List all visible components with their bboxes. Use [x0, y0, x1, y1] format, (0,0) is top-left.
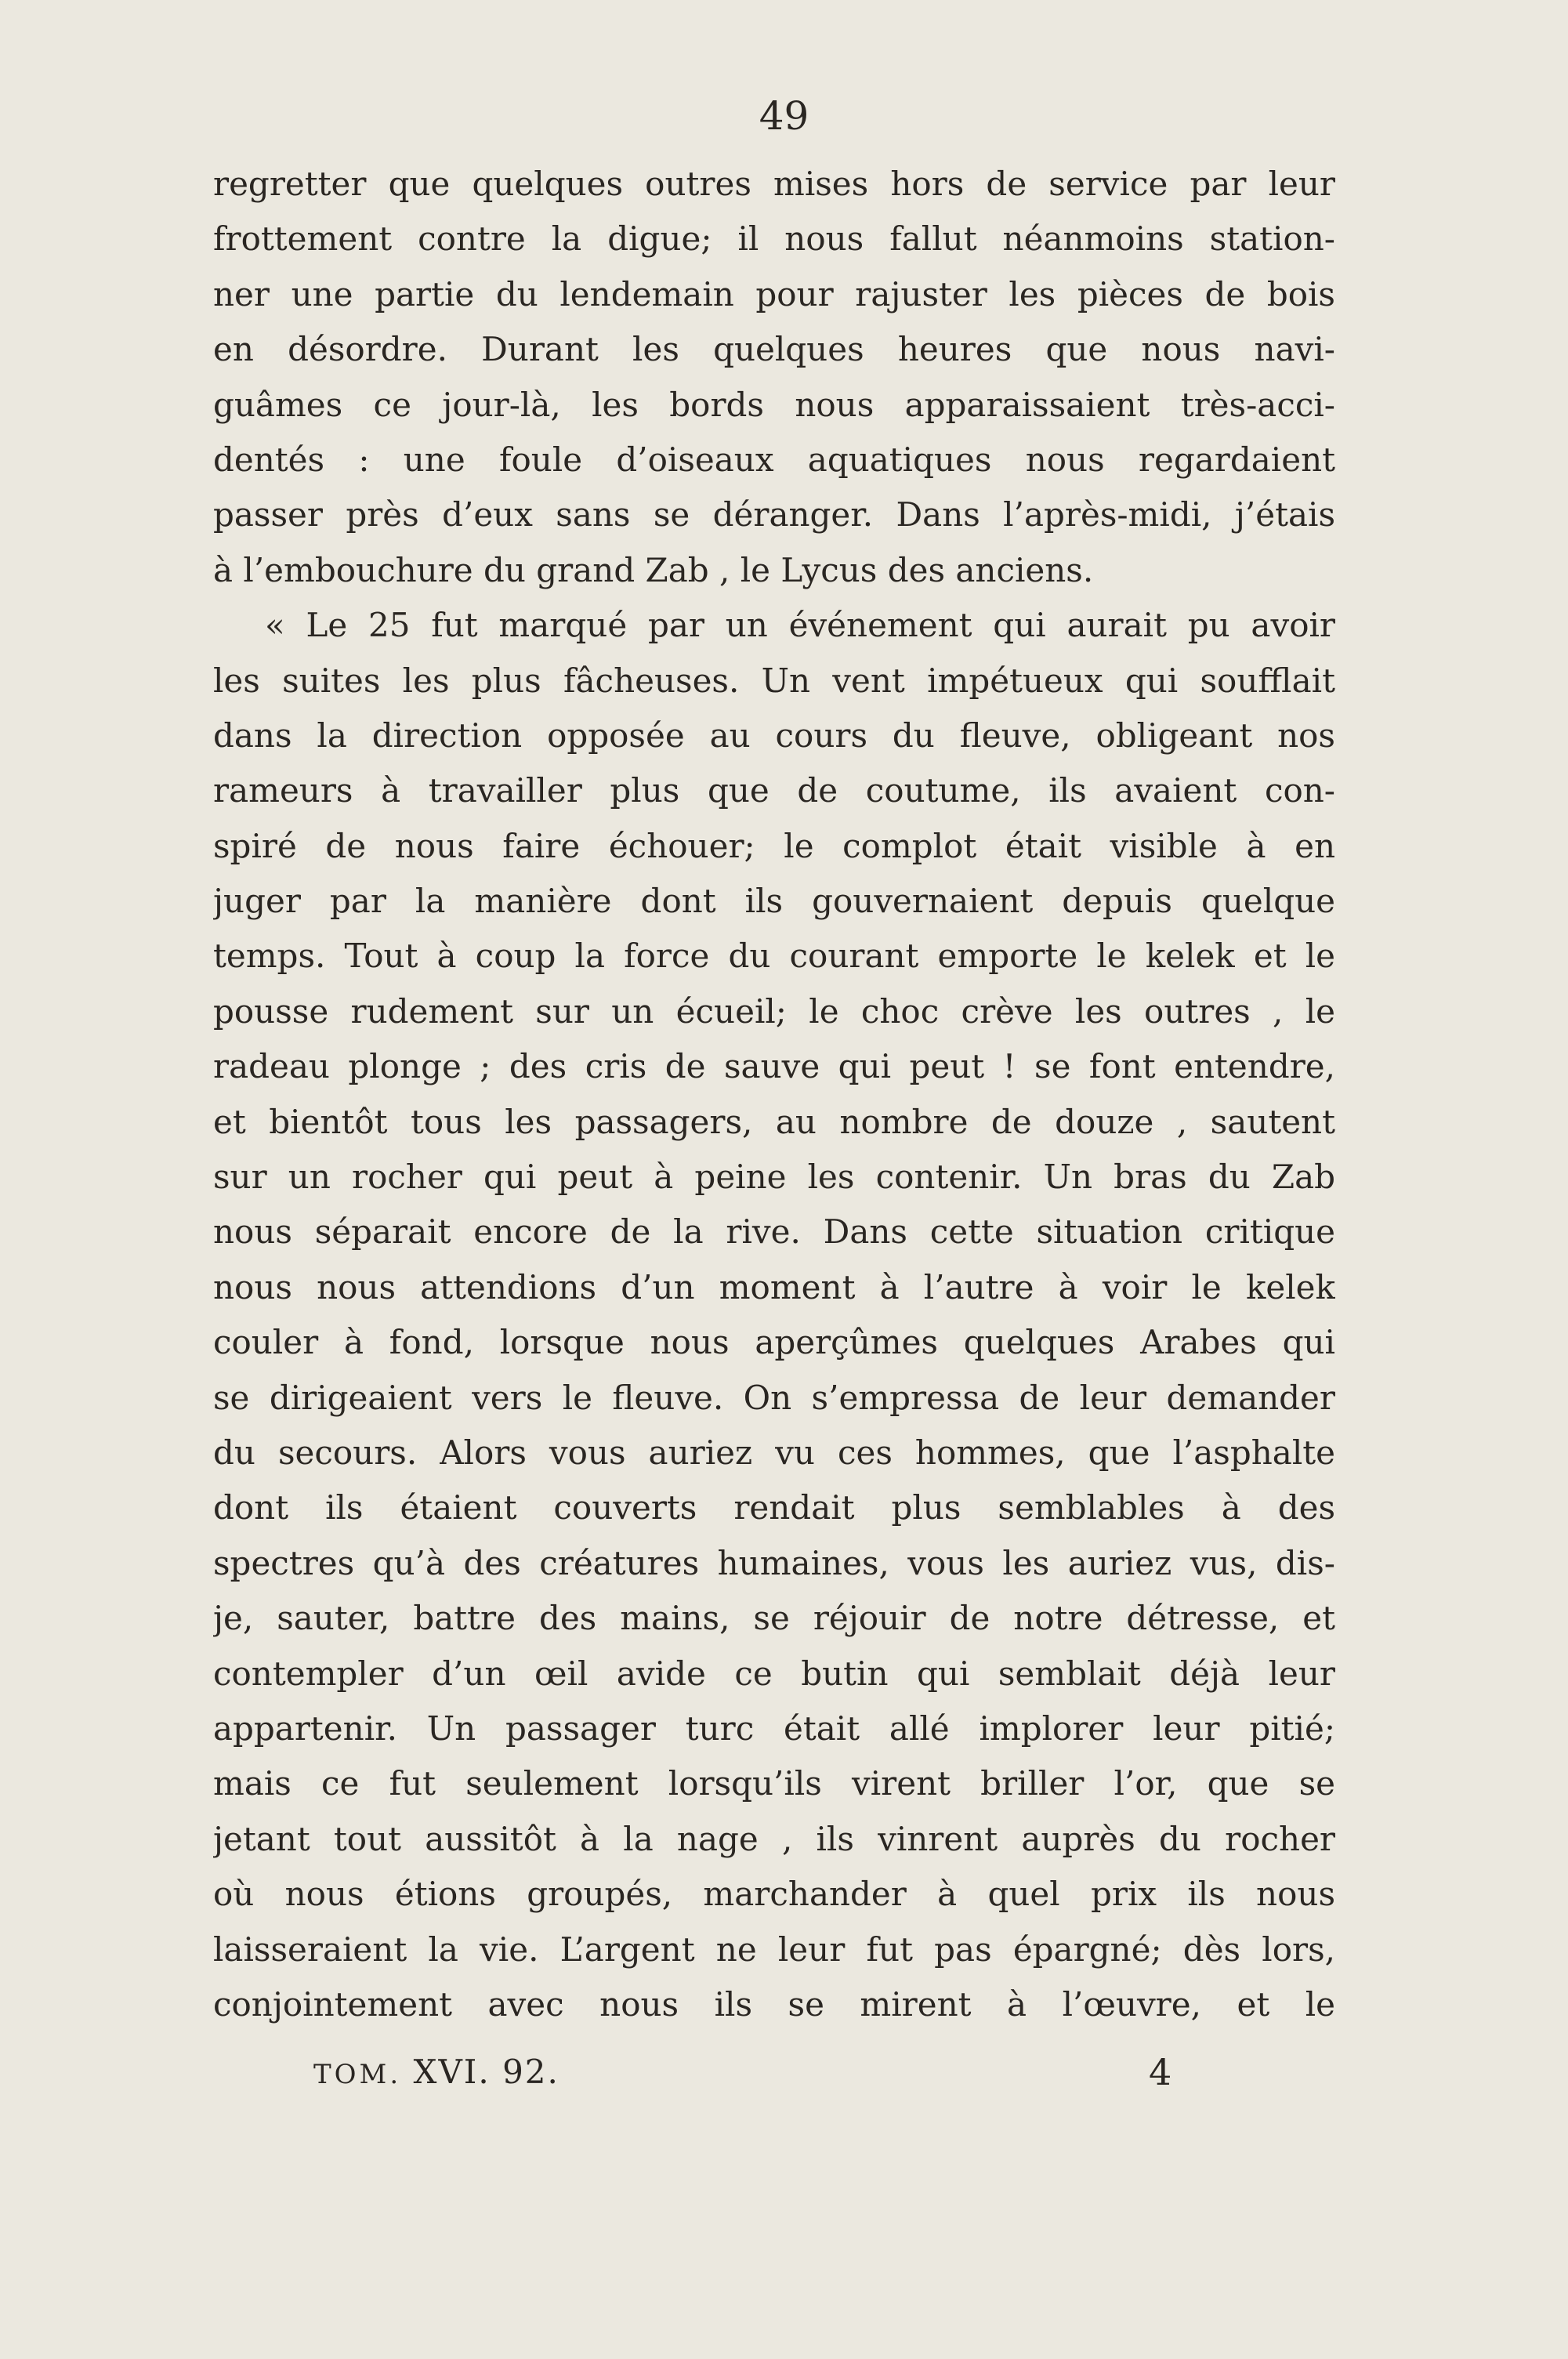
text-line: regretter que quelques outres mises hors de service par leur [213, 165, 1335, 203]
text-line: nous nous attendions d’un moment à l’autre à voir le kelek [213, 1267, 1335, 1306]
text-line: dentés : une foule d’oiseaux aquatiques nous regardaient [213, 440, 1335, 479]
text-line: jetant tout aussitôt à la nage , ils vinrent auprès du rocher [213, 1819, 1335, 1858]
text-line: dans la direction opposée au cours du fleuve, obligeant nos [213, 716, 1335, 755]
text-line-paragraph-end: à l’embouchure du grand Zab , le Lycus des anciens. [213, 550, 1094, 589]
text-line: dont ils étaient couverts rendait plus semblables à des [213, 1488, 1335, 1527]
text-line: où nous étions groupés, marchander à quel prix ils nous [213, 1875, 1335, 1914]
text-line-paragraph-start: « Le 25 fut marqué par un événement qui aurait pu avoir [265, 606, 1335, 645]
text-line: guâmes ce jour-là, les bords nous apparaissaient très-acci- [213, 385, 1335, 424]
text-line: les suites les plus fâcheuses. Un vent impétueux qui soufflait [213, 661, 1335, 700]
text-line: pousse rudement sur un écueil; le choc crève les outres , le [213, 991, 1335, 1031]
text-line: conjointement avec nous ils se mirent à l’œuvre, et le [213, 1984, 1335, 2024]
text-line: ner une partie du lendemain pour rajuster les pièces de bois [213, 274, 1335, 313]
text-line: laisseraient la vie. L’argent ne leur fut pas épargné; dès lors, [213, 1930, 1335, 1969]
text-line: sur un rocher qui peut à peine les contenir. Un bras du Zab [213, 1158, 1335, 1197]
text-line: mais ce fut seulement lorsqu’ils virent briller l’or, que se [213, 1764, 1335, 1803]
signature-mark: 4 [1149, 2051, 1172, 2093]
text-line: je, sauter, battre des mains, se réjouir de notre détresse, et [213, 1599, 1335, 1638]
text-line: juger par la manière dont ils gouvernaient depuis quelque [213, 882, 1335, 921]
text-line: temps. Tout à coup la force du courant emporte le kelek et le [213, 937, 1335, 976]
text-line: couler à fond, lorsque nous aperçûmes quelques Arabes qui [213, 1323, 1335, 1362]
text-line: en désordre. Durant les quelques heures que nous navi- [213, 330, 1335, 369]
text-line: se dirigeaient vers le fleuve. On s’empressa de leur demander [213, 1378, 1335, 1417]
tome-number: XVI. 92. [413, 2053, 559, 2091]
text-line: spiré de nous faire échouer; le complot était visible à en [213, 826, 1335, 865]
text-line: frottement contre la digue; il nous fallut néanmoins station- [213, 219, 1335, 259]
text-line: passer près d’eux sans se déranger. Dans l’après-midi, j’étais [213, 495, 1335, 534]
text-line: nous séparait encore de la rive. Dans cette situation critique [213, 1212, 1335, 1252]
text-line: spectres qu’à des créatures humaines, vous les auriez vus, dis- [213, 1543, 1335, 1582]
page-number: 49 [759, 93, 809, 139]
tome-label: TOM. [313, 2059, 402, 2090]
text-line: du secours. Alors vous auriez vu ces hommes, que l’asphalte [213, 1433, 1335, 1472]
text-line: contempler d’un œil avide ce butin qui semblait déjà leur [213, 1654, 1335, 1693]
text-line: radeau plonge ; des cris de sauve qui peut ! se font entendre, [213, 1047, 1335, 1086]
volume-footer [313, 2049, 559, 2098]
text-line: rameurs à travailler plus que de coutume, ils avaient con- [213, 771, 1335, 810]
text-line: appartenir. Un passager turc était allé implorer leur pitié; [213, 1709, 1335, 1748]
body-text [213, 157, 1335, 2032]
text-line: et bientôt tous les passagers, au nombre de douze , sautent [213, 1102, 1335, 1141]
